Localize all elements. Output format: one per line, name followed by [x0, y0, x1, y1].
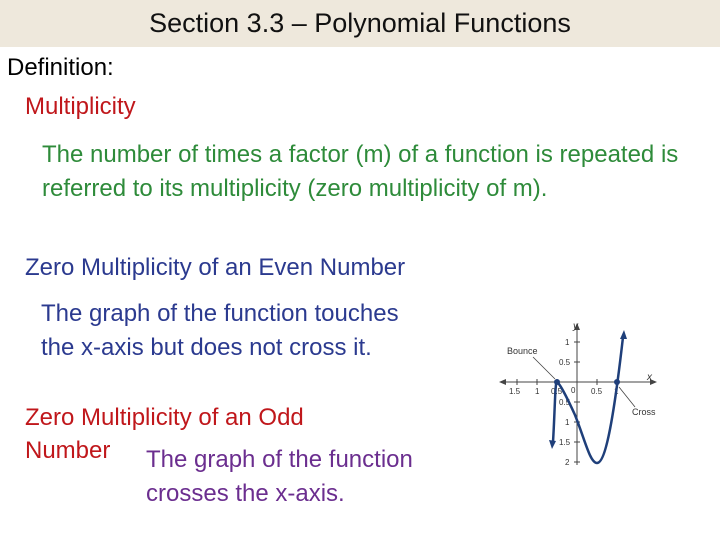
x-axis-label: x: [647, 372, 652, 383]
multiplicity-heading: Multiplicity: [25, 93, 136, 120]
odd-multiplicity-heading-line1: Zero Multiplicity of an Odd: [25, 404, 304, 431]
bounce-point: [554, 379, 560, 385]
odd-multiplicity-heading-line2: Number: [25, 437, 111, 464]
polynomial-graph: [495, 315, 685, 470]
y-tick-label: 1: [565, 338, 570, 347]
x-tick-label: 1.5: [509, 387, 521, 396]
even-multiplicity-heading: Zero Multiplicity of an Even Number: [25, 254, 406, 281]
x-tick-label: 0: [571, 386, 576, 395]
cross-pointer: [619, 387, 635, 407]
x-axis-arrow-left: [499, 379, 506, 385]
cross-label: Cross: [632, 407, 656, 417]
x-tick-label: 1: [535, 387, 540, 396]
curve-arrow-top: [620, 330, 627, 339]
even-multiplicity-description: The graph of the function touches the x-axis but does not cross it.: [41, 300, 399, 361]
y-tick-label: 1.5: [559, 438, 571, 447]
y-tick-label: 0.5: [559, 398, 571, 407]
definition-label: Definition:: [7, 54, 114, 81]
bounce-pointer: [533, 357, 555, 379]
y-tick-label: 1: [565, 418, 570, 427]
odd-multiplicity-description-line1: The graph of the function: [146, 448, 413, 472]
x-tick-label: 1: [614, 387, 619, 396]
x-tick-label: 0.5: [551, 387, 563, 396]
curve-arrow-bottom: [549, 440, 556, 449]
bounce-label: Bounce: [507, 346, 538, 356]
y-tick-label: 0.5: [559, 358, 571, 367]
multiplicity-definition: The number of times a factor (m) of a function is repeated is referred to its multiplicity (zero multiplicity of m).: [42, 141, 679, 202]
odd-multiplicity-description-line2: crosses the x-axis.: [146, 480, 345, 507]
cross-point: [614, 379, 620, 385]
page-title: Section 3.3 – Polynomial Functions: [149, 8, 571, 38]
x-tick-label: 0.5: [591, 387, 603, 396]
y-tick-label: 2: [565, 458, 570, 467]
y-axis-label: y: [573, 321, 578, 332]
